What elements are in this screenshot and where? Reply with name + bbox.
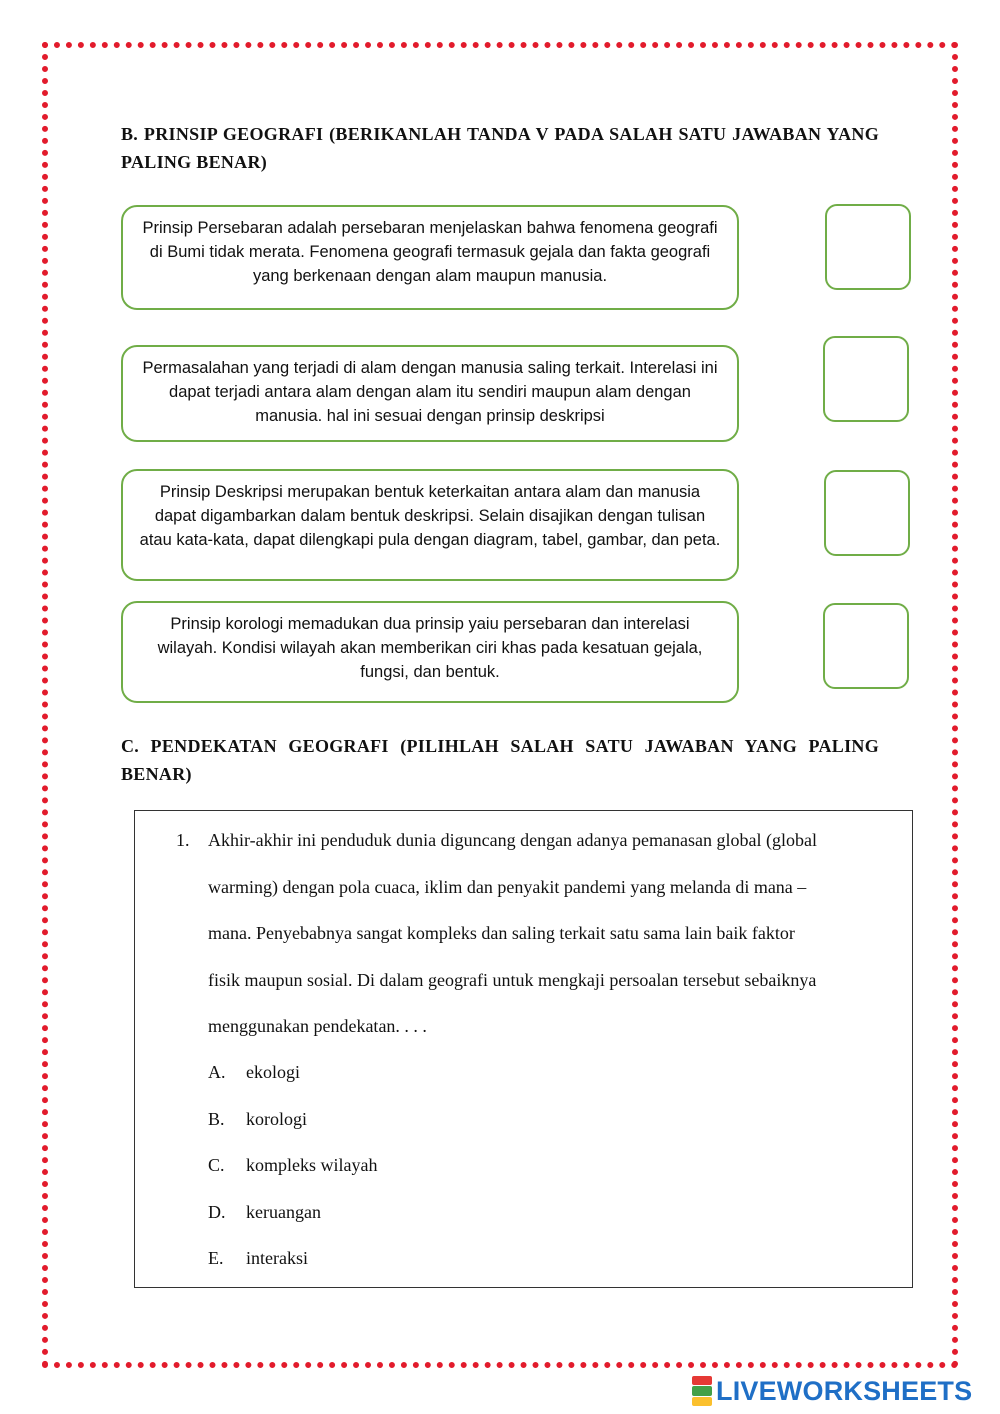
option-b[interactable] bbox=[208, 1096, 377, 1143]
option-text: ekologi bbox=[246, 1062, 300, 1082]
option-text: kompleks wilayah bbox=[246, 1155, 378, 1175]
logo-icon bbox=[692, 1376, 712, 1406]
answer-checkbox-1[interactable] bbox=[825, 204, 911, 290]
statement-4: Prinsip korologi memadukan dua prinsip yaiu persebaran dan interelasi wilayah. Kondisi wilayah akan memberikan ciri khas pada kesatuan gejala, fungsi, dan bentuk. bbox=[121, 601, 739, 703]
section-c-title: C. PENDEKATAN GEOGRAFI (PILIHLAH SALAH SATU JAWABAN YANG PALING BENAR) bbox=[121, 736, 879, 784]
question-line: mana. Penyebabnya sangat kompleks dan saling terkait satu sama lain baik faktor bbox=[208, 923, 795, 943]
statement-2: Permasalahan yang terjadi di alam dengan manusia saling terkait. Interelasi ini dapat terjadi antara alam dengan alam itu sendiri maupun alam dengan manusia. hal ini sesuai dengan prinsip deskripsi bbox=[121, 345, 739, 442]
question-line: menggunakan pendekatan. . . . bbox=[208, 1016, 427, 1036]
answer-checkbox-2[interactable] bbox=[823, 336, 909, 422]
option-e[interactable] bbox=[208, 1235, 377, 1282]
option-letter: B. bbox=[208, 1108, 225, 1129]
logo-stripe bbox=[692, 1386, 712, 1395]
option-letter: D. bbox=[208, 1201, 226, 1222]
statement-1: Prinsip Persebaran adalah persebaran menjelaskan bahwa fenomena geografi di Bumi tidak merata. Fenomena geografi termasuk gejala dan fakta geografi yang berkenaan dengan alam maupun manusia. bbox=[121, 205, 739, 310]
question-line: fisik maupun sosial. Di dalam geografi untuk mengkaji persoalan tersebut sebaiknya bbox=[208, 969, 817, 990]
statement-3: Prinsip Deskripsi merupakan bentuk keterkaitan antara alam dan manusia dapat digambarkan dalam bentuk deskripsi. Selain disajikan dengan tulisan atau kata-kata, dapat dilengkapi pula dengan diagram, tabel, gambar, dan peta. bbox=[121, 469, 739, 581]
section-b-title: B. PRINSIP GEOGRAFI (BERIKANLAH TANDA V PADA SALAH SATU JAWABAN YANG PALING BENAR) bbox=[121, 124, 879, 172]
option-d[interactable] bbox=[208, 1189, 377, 1236]
question-line: Akhir-akhir ini penduduk dunia diguncang dengan adanya pemanasan global (global bbox=[208, 830, 817, 850]
option-text: korologi bbox=[246, 1108, 307, 1129]
question-line: warming) dengan pola cuaca, iklim dan penyakit pandemi yang melanda di mana – bbox=[208, 876, 807, 897]
option-a[interactable] bbox=[208, 1049, 377, 1096]
option-text: keruangan bbox=[246, 1201, 321, 1222]
logo-stripe bbox=[692, 1397, 712, 1406]
question-box bbox=[134, 810, 913, 1288]
answer-options bbox=[208, 1049, 377, 1282]
option-letter: E. bbox=[208, 1248, 224, 1268]
answer-checkbox-3[interactable] bbox=[824, 470, 910, 556]
answer-checkbox-4[interactable] bbox=[823, 603, 909, 689]
option-letter: C. bbox=[208, 1155, 225, 1175]
liveworksheets-logo bbox=[692, 1374, 972, 1408]
logo-text: LIVEWORKSHEETS bbox=[716, 1375, 973, 1406]
logo-stripe bbox=[692, 1376, 712, 1385]
option-c[interactable] bbox=[208, 1142, 377, 1189]
option-text: interaksi bbox=[246, 1248, 308, 1268]
option-letter: A. bbox=[208, 1062, 226, 1082]
question-text bbox=[208, 817, 898, 1050]
question-number: 1. bbox=[176, 830, 190, 850]
